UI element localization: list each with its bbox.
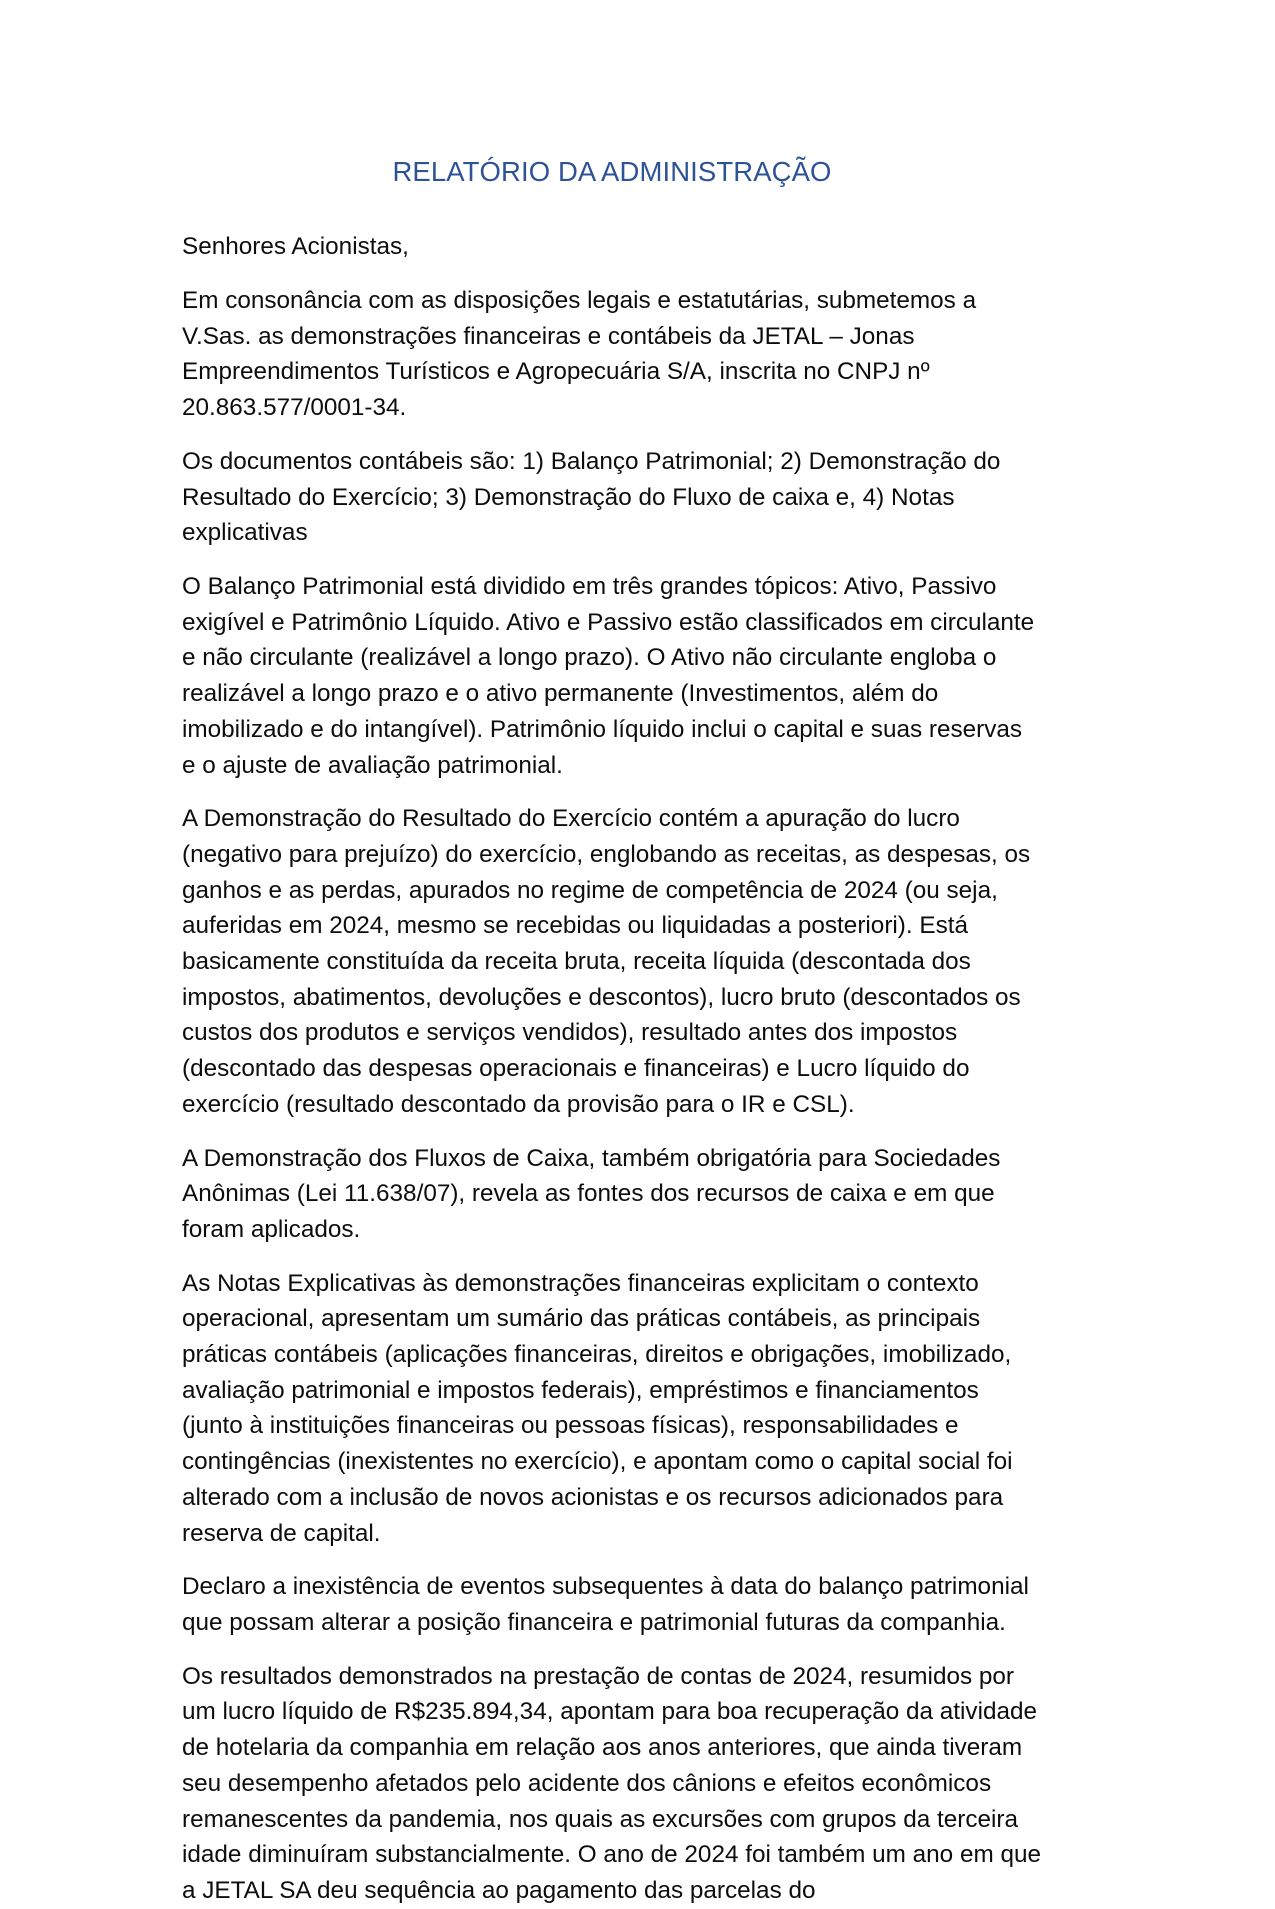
page-title: RELATÓRIO DA ADMINISTRAÇÃO — [392, 156, 832, 187]
paragraph-documentos-contabeis: Os documentos contábeis são: 1) Balanço Patrimonial; 2) Demonstração do Resultado do Exercício; 3) Demonstração do Fluxo de caixa e, 4) Notas explicativas — [182, 447, 1001, 547]
document-content — [182, 0, 1042, 1909]
paragraph-consonancia: Em consonância com as disposições legais e estatutárias, submetemos a V.Sas. as demonstrações financeiras e contábeis da JETAL – Jonas Empreendimentos Turísticos e Agropecuária S/A, inscrita no CNPJ nº 20.863.577/0001-34. — [182, 287, 977, 422]
paragraph-balanco-patrimonial: O Balanço Patrimonial está dividido em três grandes tópicos: Ativo, Passivo exigível e Patrimônio Líquido. Ativo e Passivo estão classificados em circulante e não circulante (realizável a longo prazo). O Ativo não circulante engloba o realizável a longo prazo e o ativo permanente (Investimentos, além do imobilizado e do intangível). Patrimônio líquido inclui o capital e suas reservas e o ajuste de avaliação patrimonial. — [182, 573, 1035, 779]
paragraph-fluxos-caixa: A Demonstração dos Fluxos de Caixa, também obrigatória para Sociedades Anônimas (Lei 11.638/07), revela as fontes dos recursos de caixa e em que foram aplicados. — [182, 1144, 1001, 1243]
salutation-text: Senhores Acionistas, — [182, 233, 409, 261]
document-body — [182, 229, 1042, 1908]
paragraph-eventos-subsequentes: Declaro a inexistência de eventos subsequentes à data do balanço patrimonial que possam alterar a posição financeira e patrimonial futuras da companhia. — [182, 1573, 1029, 1636]
paragraph-resultados-2024: Os resultados demonstrados na prestação de contas de 2024, resumidos por um lucro líquido de R$235.894,34, apontam para boa recuperação da atividade de hotelaria da companhia em relação aos anos anteriores, que ainda tiveram seu desempenho afetados pelo acidente dos cânions e efeitos econômicos remanescentes da pandemia, nos quais as excursões com grupos da terceira idade diminuíram substancialmente. O ano de 2024 foi também um ano em que a JETAL SA deu sequência ao pagamento das parcelas do — [182, 1662, 1041, 1904]
paragraph-notas-explicativas: As Notas Explicativas às demonstrações financeiras explicitam o contexto operacional, apresentam um sumário das práticas contábeis, as principais práticas contábeis (aplicações financeiras, direitos e obrigações, imobilizado, avaliação patrimonial e impostos federais), empréstimos e financiamentos (junto à instituições financeiras ou pessoas físicas), responsabilidades e contingências (inexistentes no exercício), e apontam como o capital social foi alterado com a inclusão de novos acionistas e os recursos adicionados para reserva de capital. — [182, 1269, 1013, 1547]
paragraph-demonstracao-resultado: A Demonstração do Resultado do Exercício contém a apuração do lucro (negativo para prejuízo) do exercício, englobando as receitas, as despesas, os ganhos e as perdas, apurados no regime de competência de 2024 (ou seja, auferidas em 2024, mesmo se recebidas ou liquidadas a posteriori). Está basicamente constituída da receita bruta, receita líquida (descontada dos impostos, abatimentos, devoluções e descontos), lucro bruto (descontados os custos dos produtos e serviços vendidos), resultado antes dos impostos (descontado das despesas operacionais e financeiras) e Lucro líquido do exercício (resultado descontado da provisão para o IR e CSL). — [182, 805, 1031, 1118]
